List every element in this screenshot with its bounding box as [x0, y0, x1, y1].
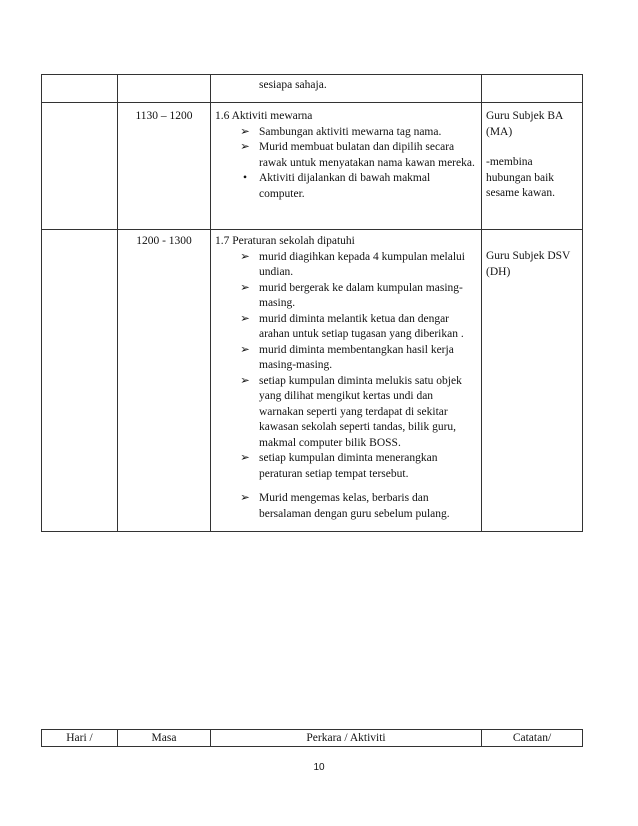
arrow-bullet-icon: ➢: [240, 374, 250, 387]
activity-item: [215, 171, 477, 202]
activity-text: murid diminta melantik ketua dan dengar arahan untuk setiap tugasan yang diberikan .: [259, 312, 464, 340]
arrow-bullet-icon: ➢: [240, 281, 250, 294]
activity-item: [215, 78, 477, 94]
activity-item: [215, 374, 477, 452]
activity-item: [215, 343, 477, 374]
header-row-table: [41, 729, 583, 747]
activity-item: [215, 451, 477, 482]
table-row: [42, 103, 583, 230]
activity-text: sesiapa sahaja.: [259, 79, 327, 91]
activity-text: murid bergerak ke dalam kumpulan masing-masing.: [259, 281, 463, 309]
arrow-bullet-icon: ➢: [240, 312, 250, 325]
table-row: [42, 75, 583, 103]
activity-item: [215, 140, 477, 171]
column-header-masa: Masa: [118, 730, 211, 747]
activity-text: murid diagihkan kepada 4 kumpulan melalui undian.: [259, 250, 465, 278]
arrow-bullet-icon: ➢: [240, 141, 250, 153]
hari-cell: [42, 75, 118, 103]
masa-cell: [118, 75, 211, 103]
masa-cell: 1130 – 1200: [118, 103, 211, 230]
page-number: 10: [313, 762, 325, 773]
activity-text: Sambungan aktiviti mewarna tag nama.: [259, 125, 442, 138]
activity-text: Aktiviti dijalankan di bawah makmal computer.: [259, 172, 431, 200]
activity-item: [215, 281, 477, 312]
activity-item: [215, 491, 477, 522]
catatan-note: -membina hubungan baik sesame kawan.: [486, 156, 555, 199]
dot-bullet-icon: •: [242, 172, 248, 184]
arrow-bullet-icon: ➢: [240, 343, 250, 356]
activity-item: [215, 125, 477, 141]
catatan-teacher: Guru Subjek DSV (DH): [486, 250, 571, 278]
arrow-bullet-icon: ➢: [240, 452, 250, 464]
hari-cell: [42, 230, 118, 532]
hari-cell: [42, 103, 118, 230]
perkara-cell: [211, 103, 482, 230]
table-row: [42, 230, 583, 532]
perkara-cell: [211, 75, 482, 103]
catatan-cell: [482, 230, 583, 532]
activity-title: 1.6 Aktiviti mewarna: [215, 110, 313, 122]
catatan-teacher: Guru Subjek BA (MA): [486, 110, 563, 138]
activity-item: [215, 312, 477, 343]
activity-item: [215, 250, 477, 281]
column-header-catatan: Catatan/: [482, 730, 583, 747]
catatan-cell: [482, 75, 583, 103]
arrow-bullet-icon: ➢: [240, 492, 250, 504]
column-header-perkara: Perkara / Aktiviti: [211, 730, 482, 747]
activity-title: 1.7 Peraturan sekolah dipatuhi: [215, 235, 355, 247]
activity-text: Murid membuat bulatan dan dipilih secara rawak untuk menyatakan nama kawan mereka.: [259, 141, 475, 169]
schedule-table: [41, 74, 583, 532]
activity-text: setiap kumpulan diminta melukis satu objek yang dilihat mengikut kertas undi dan warnakan seperti yang terdapat di sekitar kawasan sekolah seperti tandas, bilik guru, makmal computer bilik BOSS.: [259, 374, 462, 449]
perkara-cell: [211, 230, 482, 532]
masa-cell: 1200 - 1300: [118, 230, 211, 532]
arrow-bullet-icon: ➢: [240, 250, 250, 263]
arrow-bullet-icon: ➢: [240, 125, 250, 138]
column-header-hari: Hari /: [42, 730, 118, 747]
catatan-cell: [482, 103, 583, 230]
activity-text: setiap kumpulan diminta menerangkan peraturan setiap tempat tersebut.: [259, 452, 438, 480]
activity-text: murid diminta membentangkan hasil kerja masing-masing.: [259, 343, 454, 371]
activity-text: Murid mengemas kelas, berbaris dan bersalaman dengan guru sebelum pulang.: [259, 492, 450, 520]
table-header-row: [42, 730, 583, 747]
